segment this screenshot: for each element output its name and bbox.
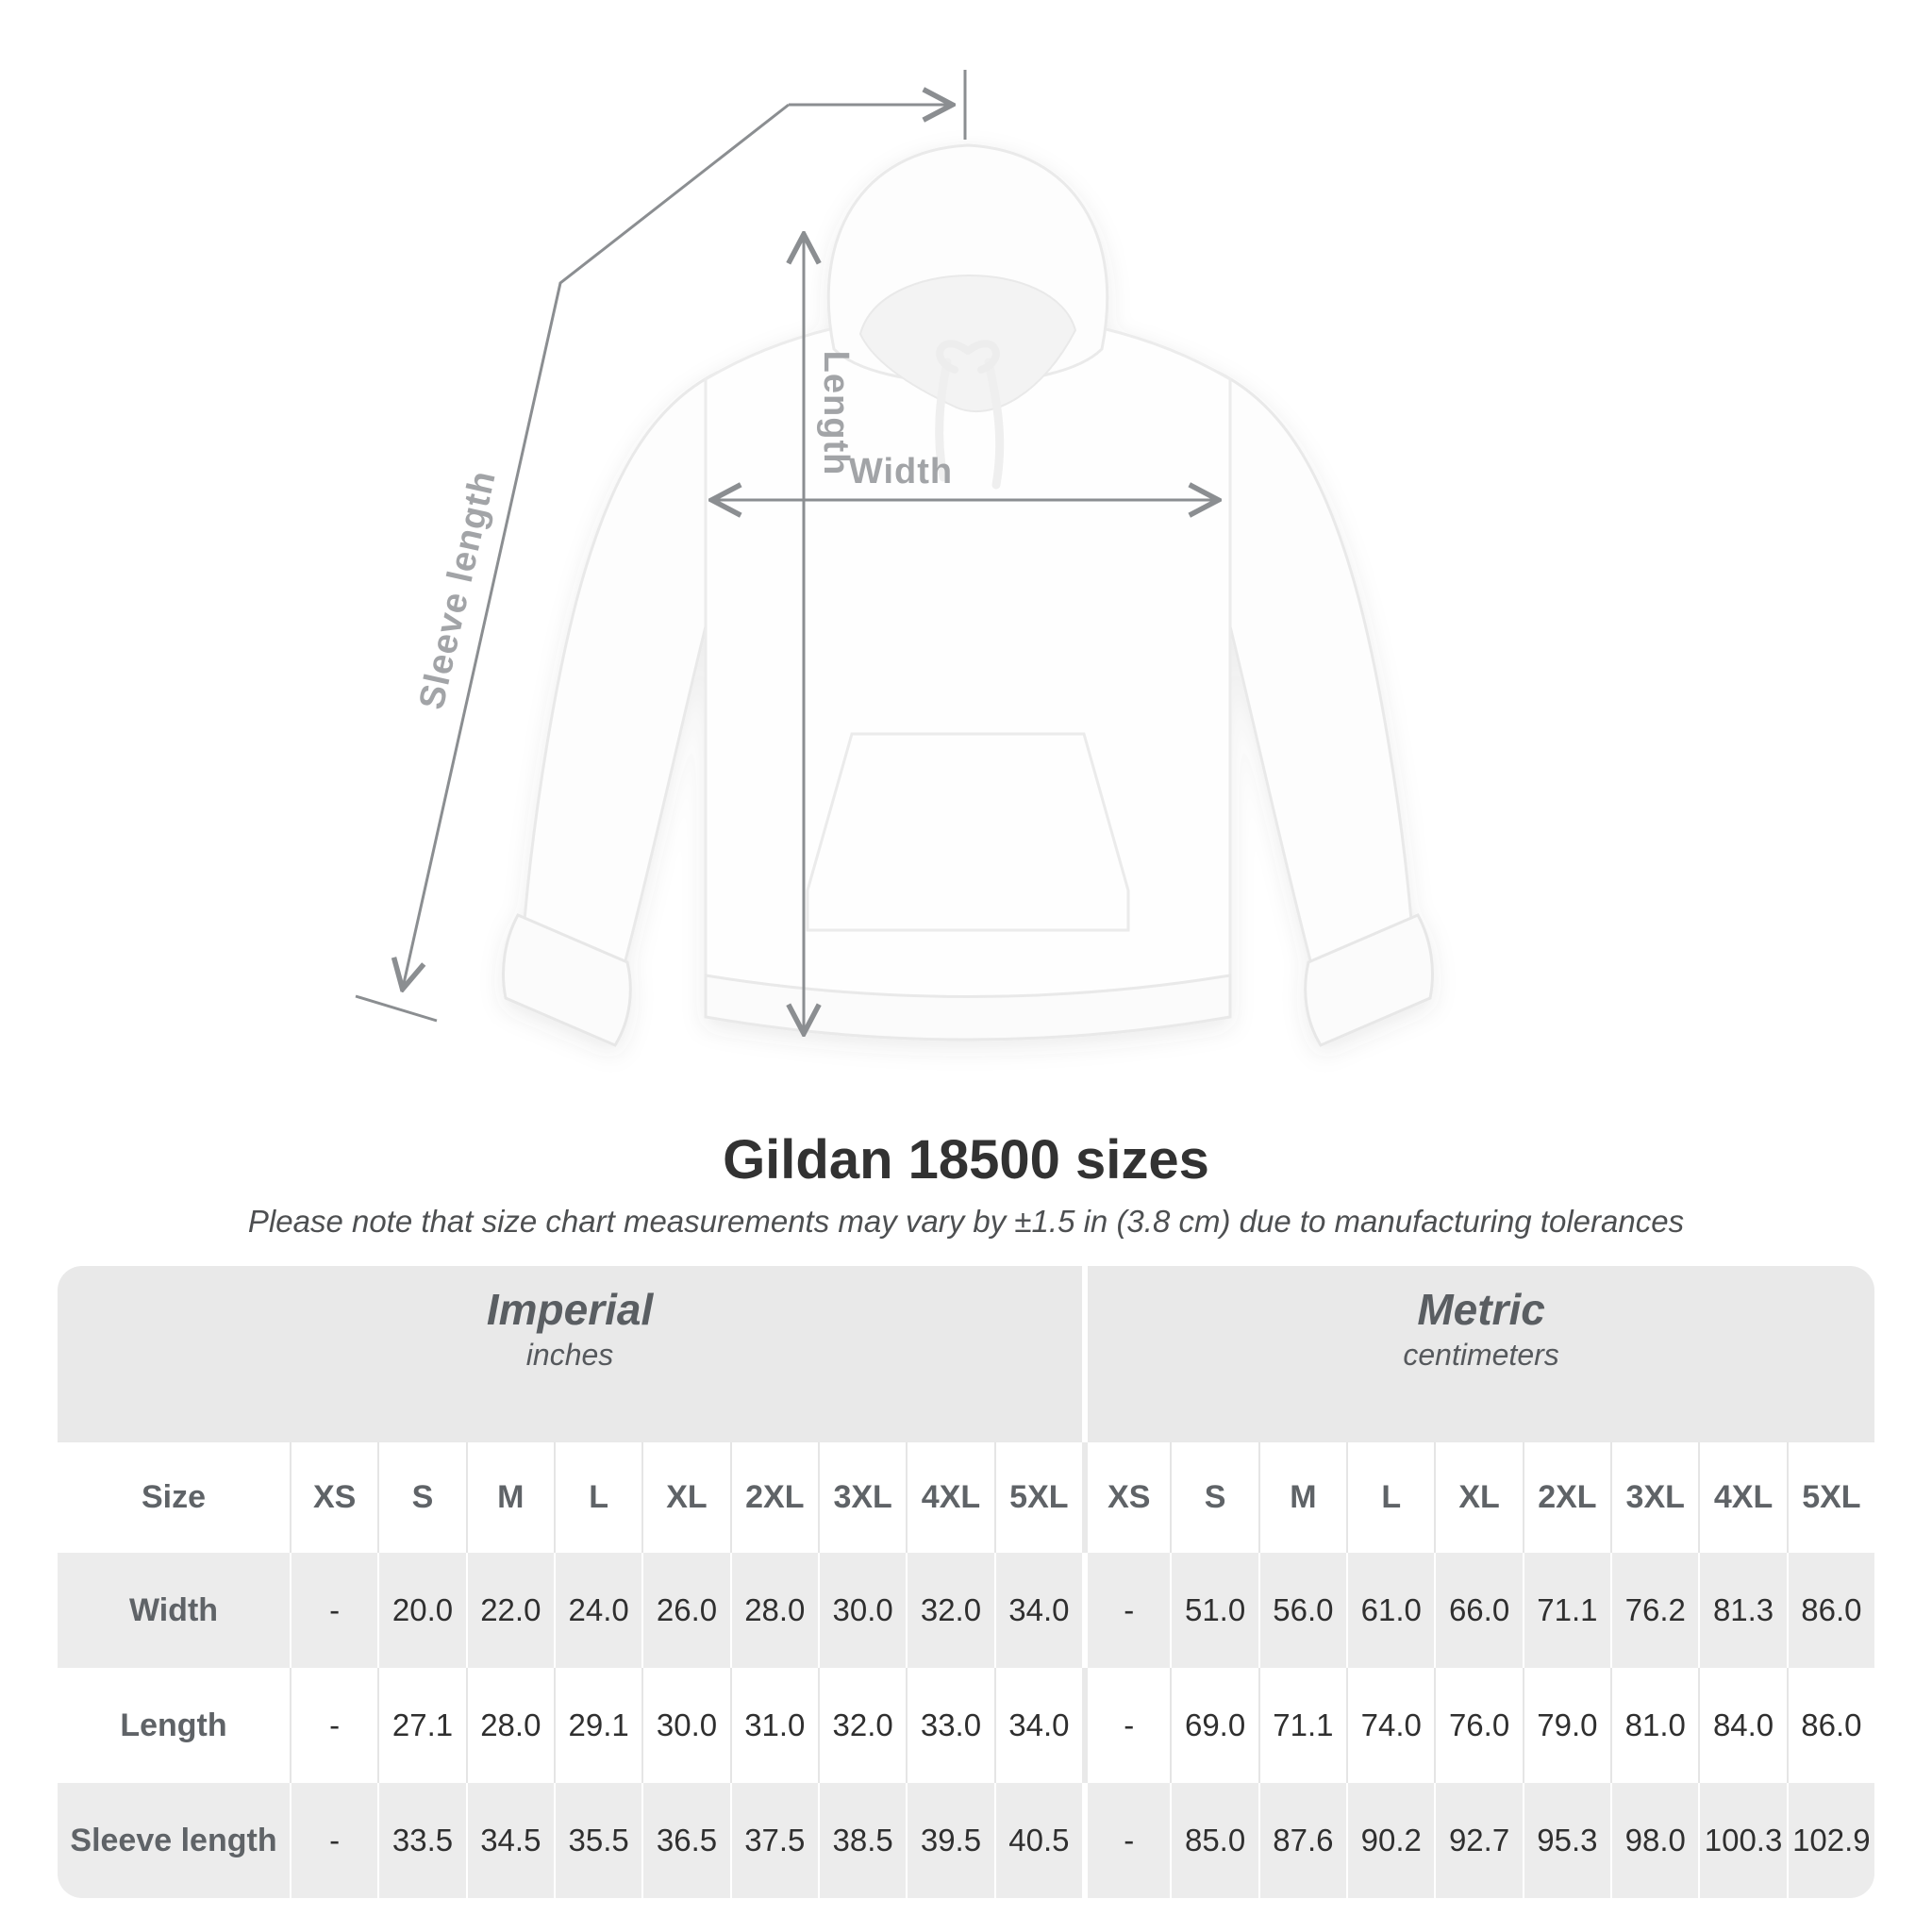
value-cell: 56.0 (1258, 1553, 1346, 1668)
size-col-header: S (1170, 1442, 1257, 1553)
page-title: Gildan 18500 sizes (723, 1129, 1209, 1191)
value-cell: 30.0 (641, 1668, 729, 1783)
imperial-header (58, 1266, 1082, 1442)
value-cell: 33.5 (377, 1783, 465, 1898)
value-cell: 76.2 (1610, 1553, 1698, 1668)
value-cell: - (1082, 1553, 1170, 1668)
value-cell: 34.5 (466, 1783, 554, 1898)
value-cell: 66.0 (1434, 1553, 1522, 1668)
value-cell: 98.0 (1610, 1783, 1698, 1898)
row-label: Width (58, 1553, 290, 1668)
size-col-header: XS (290, 1442, 377, 1553)
value-cell: 30.0 (818, 1553, 906, 1668)
size-header-row (58, 1442, 1874, 1553)
value-cell: - (290, 1783, 377, 1898)
value-cell: 86.0 (1787, 1553, 1874, 1668)
row-label: Length (58, 1668, 290, 1783)
value-cell: 32.0 (818, 1668, 906, 1783)
imperial-label: Imperial (486, 1285, 654, 1334)
value-cell: 40.5 (994, 1783, 1082, 1898)
value-cell: 100.3 (1698, 1783, 1786, 1898)
value-cell: 90.2 (1346, 1783, 1434, 1898)
value-cell: 27.1 (377, 1668, 465, 1783)
value-cell: 22.0 (466, 1553, 554, 1668)
size-col-header: M (466, 1442, 554, 1553)
metric-label: Metric (1417, 1285, 1545, 1334)
size-col-header: L (554, 1442, 641, 1553)
value-cell: 34.0 (994, 1553, 1082, 1668)
value-cell: 35.5 (554, 1783, 641, 1898)
value-cell: - (1082, 1783, 1170, 1898)
value-cell: 34.0 (994, 1668, 1082, 1783)
value-cell: 102.9 (1787, 1783, 1874, 1898)
metric-header (1082, 1266, 1874, 1442)
value-cell: - (290, 1668, 377, 1783)
size-col-header: 5XL (1787, 1442, 1874, 1553)
value-cell: 69.0 (1170, 1668, 1257, 1783)
hoodie-illustration (504, 145, 1433, 1045)
value-cell: 87.6 (1258, 1783, 1346, 1898)
value-cell: 84.0 (1698, 1668, 1786, 1783)
size-col-header: 3XL (818, 1442, 906, 1553)
value-cell: 31.0 (730, 1668, 818, 1783)
value-cell: 28.0 (730, 1553, 818, 1668)
length-dimension-label: Length (816, 350, 856, 476)
table-row-length (58, 1668, 1874, 1783)
value-cell: 20.0 (377, 1553, 465, 1668)
size-col-header: 2XL (1523, 1442, 1610, 1553)
width-dimension-label: Width (848, 452, 954, 491)
value-cell: 76.0 (1434, 1668, 1522, 1783)
size-col-header: M (1258, 1442, 1346, 1553)
size-col-header: L (1346, 1442, 1434, 1553)
size-col-header: S (377, 1442, 465, 1553)
value-cell: 79.0 (1523, 1668, 1610, 1783)
value-cell: - (290, 1553, 377, 1668)
value-cell: 29.1 (554, 1668, 641, 1783)
size-col-header: 4XL (1698, 1442, 1786, 1553)
size-col-header: 4XL (906, 1442, 993, 1553)
size-col-header: 2XL (730, 1442, 818, 1553)
value-cell: 37.5 (730, 1783, 818, 1898)
value-cell: 32.0 (906, 1553, 993, 1668)
size-table (58, 1266, 1874, 1898)
value-cell: 86.0 (1787, 1668, 1874, 1783)
metric-unit-label: centimeters (1403, 1338, 1559, 1372)
size-col-header: 3XL (1610, 1442, 1698, 1553)
value-cell: 28.0 (466, 1668, 554, 1783)
sleeve-bottom-tick (356, 996, 437, 1021)
table-row-sleeve-length (58, 1783, 1874, 1898)
value-cell: 26.0 (641, 1553, 729, 1668)
value-cell: 81.3 (1698, 1553, 1786, 1668)
value-cell: 74.0 (1346, 1668, 1434, 1783)
table-row-width (58, 1553, 1874, 1668)
value-cell: 39.5 (906, 1783, 993, 1898)
size-col-header: XL (641, 1442, 729, 1553)
value-cell: 36.5 (641, 1783, 729, 1898)
value-cell: 38.5 (818, 1783, 906, 1898)
size-corner-label: Size (58, 1442, 290, 1553)
value-cell: 85.0 (1170, 1783, 1257, 1898)
imperial-unit-label: inches (525, 1338, 614, 1372)
value-cell: - (1082, 1668, 1170, 1783)
value-cell: 95.3 (1523, 1783, 1610, 1898)
value-cell: 24.0 (554, 1553, 641, 1668)
size-table-container (58, 1266, 1874, 1898)
value-cell: 92.7 (1434, 1783, 1522, 1898)
size-col-header: XL (1434, 1442, 1522, 1553)
sleeve-length-dimension-label: Sleeve length (411, 466, 504, 713)
tolerance-note: Please note that size chart measurements may vary by ±1.5 in (3.8 cm) due to manufacturing tolerances (247, 1204, 1685, 1239)
value-cell: 61.0 (1346, 1553, 1434, 1668)
value-cell: 33.0 (906, 1668, 993, 1783)
value-cell: 71.1 (1523, 1553, 1610, 1668)
value-cell: 71.1 (1258, 1668, 1346, 1783)
size-col-header: 5XL (994, 1442, 1082, 1553)
hoodie-pocket (808, 734, 1128, 930)
value-cell: 51.0 (1170, 1553, 1257, 1668)
unit-header-row (58, 1266, 1874, 1442)
value-cell: 81.0 (1610, 1668, 1698, 1783)
row-label: Sleeve length (58, 1783, 290, 1898)
size-col-header: XS (1082, 1442, 1170, 1553)
